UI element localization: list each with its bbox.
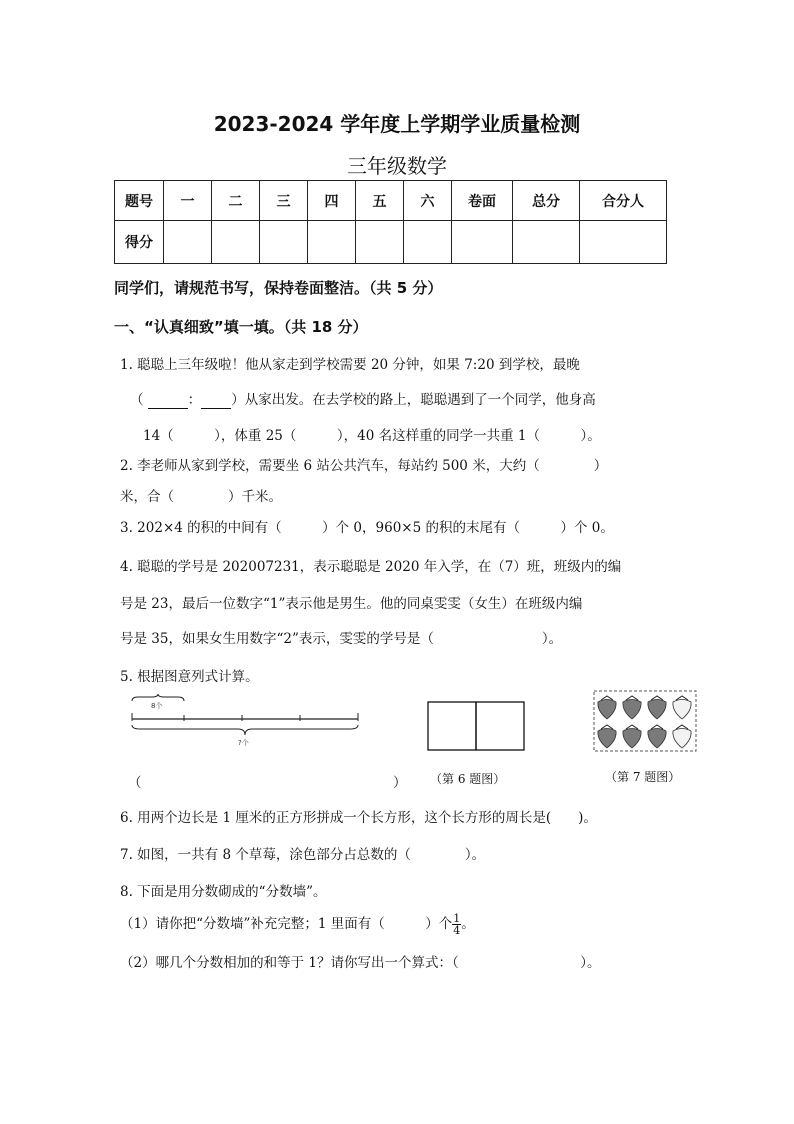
q1-paren-open: （ bbox=[130, 392, 144, 408]
score-input-cell[interactable] bbox=[513, 221, 580, 264]
score-table-score-row bbox=[115, 221, 667, 264]
question-1-line-2 bbox=[130, 388, 596, 409]
strawberry-shaded bbox=[598, 729, 616, 749]
question-3: 3. 202×4 的积的中间有（ ）个 0，960×5 的积的末尾有（ ）个 0。 bbox=[120, 520, 614, 536]
score-input-cell[interactable] bbox=[308, 221, 356, 264]
q5-answer-open: （ bbox=[128, 775, 142, 791]
question-1-line-3: 14（ ），体重 25（ ），40 名这样重的同学一共重 1（ ）。 bbox=[143, 428, 601, 444]
question-4-line-3: 号是 35，如果女生用数字“2”表示，雯雯的学号是（ ）。 bbox=[120, 631, 563, 647]
score-input-cell[interactable] bbox=[260, 221, 308, 264]
score-cell: 合分人 bbox=[580, 181, 667, 221]
score-input-cell[interactable] bbox=[356, 221, 404, 264]
figure-7-caption: （第 7 题图） bbox=[605, 770, 681, 784]
bottom-brace-label: ?个 bbox=[238, 739, 249, 747]
score-input-cell[interactable] bbox=[580, 221, 667, 264]
fraction-denominator: 4 bbox=[453, 924, 461, 937]
question-8-part-2: （2）哪几个分数相加的和等于 1？请你写出一个算式：（ ）。 bbox=[120, 955, 601, 971]
strawberry-shaded bbox=[623, 729, 641, 749]
strawberry-shaded bbox=[598, 700, 616, 720]
score-cell: 卷面 bbox=[452, 181, 513, 221]
q8-part-1-text: （1）请你把“分数墙”补充完整；1 里面有（ ）个 bbox=[120, 916, 453, 932]
score-table bbox=[114, 180, 667, 264]
q8-part-1-end: 。 bbox=[461, 916, 475, 932]
score-cell: 题号 bbox=[115, 181, 164, 221]
score-input-cell[interactable] bbox=[404, 221, 452, 264]
strawberry-shaded bbox=[648, 700, 666, 720]
figure-6-two-squares bbox=[427, 701, 527, 753]
question-4-line-2: 号是 23，最后一位数字“1”表示他是男生。他的同桌雯雯（女生）在班级内编 bbox=[120, 596, 583, 612]
question-7: 7. 如图，一共有 8 个草莓，涂色部分占总数的（ ）。 bbox=[120, 847, 486, 863]
tick-marks bbox=[132, 713, 358, 721]
question-2-line-1: 2. 李老师从家到学校，需要坐 6 站公共汽车，每站约 500 米，大约（ ） bbox=[120, 458, 608, 474]
q5-answer-close: ） bbox=[393, 775, 407, 791]
q1-line-2-rest: ）从家出发。在去学校的路上，聪聪遇到了一个同学，他身高 bbox=[231, 392, 596, 408]
score-table-header-row bbox=[115, 181, 667, 221]
intro-note: 同学们，请规范书写，保持卷面整洁。（共 5 分） bbox=[114, 279, 443, 297]
question-1-line-1: 1. 聪聪上三年级啦！他从家走到学校需要 20 分钟，如果 7:20 到学校，最晚 bbox=[120, 357, 580, 373]
fraction-one-quarter bbox=[452, 913, 461, 936]
strawberry-unshaded bbox=[673, 700, 691, 720]
figure-7-strawberries bbox=[593, 690, 697, 752]
strawberry-unshaded bbox=[673, 729, 691, 749]
strawberry-shaded bbox=[623, 700, 641, 720]
question-6: 6. 用两个边长是 1 厘米的正方形拼成一个长方形，这个长方形的周长是( )。 bbox=[120, 810, 597, 826]
q1-minute-blank[interactable] bbox=[201, 392, 231, 409]
score-cell: 三 bbox=[260, 181, 308, 221]
score-row-label: 得分 bbox=[115, 221, 164, 264]
bottom-brace bbox=[132, 725, 358, 735]
fraction-numerator: 1 bbox=[453, 912, 461, 925]
question-5: 5. 根据图意列式计算。 bbox=[120, 669, 259, 685]
score-cell: 总分 bbox=[513, 181, 580, 221]
top-brace-label: 8个 bbox=[151, 702, 163, 710]
score-cell: 六 bbox=[404, 181, 452, 221]
score-cell: 五 bbox=[356, 181, 404, 221]
brace-diagram bbox=[126, 693, 366, 753]
score-cell: 二 bbox=[212, 181, 260, 221]
page-title: 2023-2024 学年度上学期学业质量检测 bbox=[213, 112, 581, 136]
q1-colon: ： bbox=[187, 392, 202, 408]
section-1-heading: 一、“认真细致”填一填。（共 18 分） bbox=[114, 318, 368, 336]
square-right bbox=[476, 702, 524, 750]
figure-6-caption: （第 6 题图） bbox=[430, 772, 506, 786]
question-4-line-1: 4. 聪聪的学号是 202007231，表示聪聪是 2020 年入学，在（7）班，班级内的编 bbox=[120, 559, 622, 575]
score-input-cell[interactable] bbox=[452, 221, 513, 264]
score-cell: 一 bbox=[164, 181, 212, 221]
square-left bbox=[428, 702, 476, 750]
strawberry-shaded bbox=[648, 729, 666, 749]
q1-hour-blank[interactable] bbox=[148, 392, 188, 409]
top-brace bbox=[132, 694, 184, 701]
score-input-cell[interactable] bbox=[212, 221, 260, 264]
score-cell: 四 bbox=[308, 181, 356, 221]
page-subtitle: 三年级数学 bbox=[347, 154, 447, 178]
question-8: 8. 下面是用分数砌成的“分数墙”。 bbox=[120, 884, 327, 900]
question-8-part-1 bbox=[120, 912, 475, 936]
question-2-line-2: 米，合（ ）千米。 bbox=[120, 489, 282, 505]
score-input-cell[interactable] bbox=[164, 221, 212, 264]
